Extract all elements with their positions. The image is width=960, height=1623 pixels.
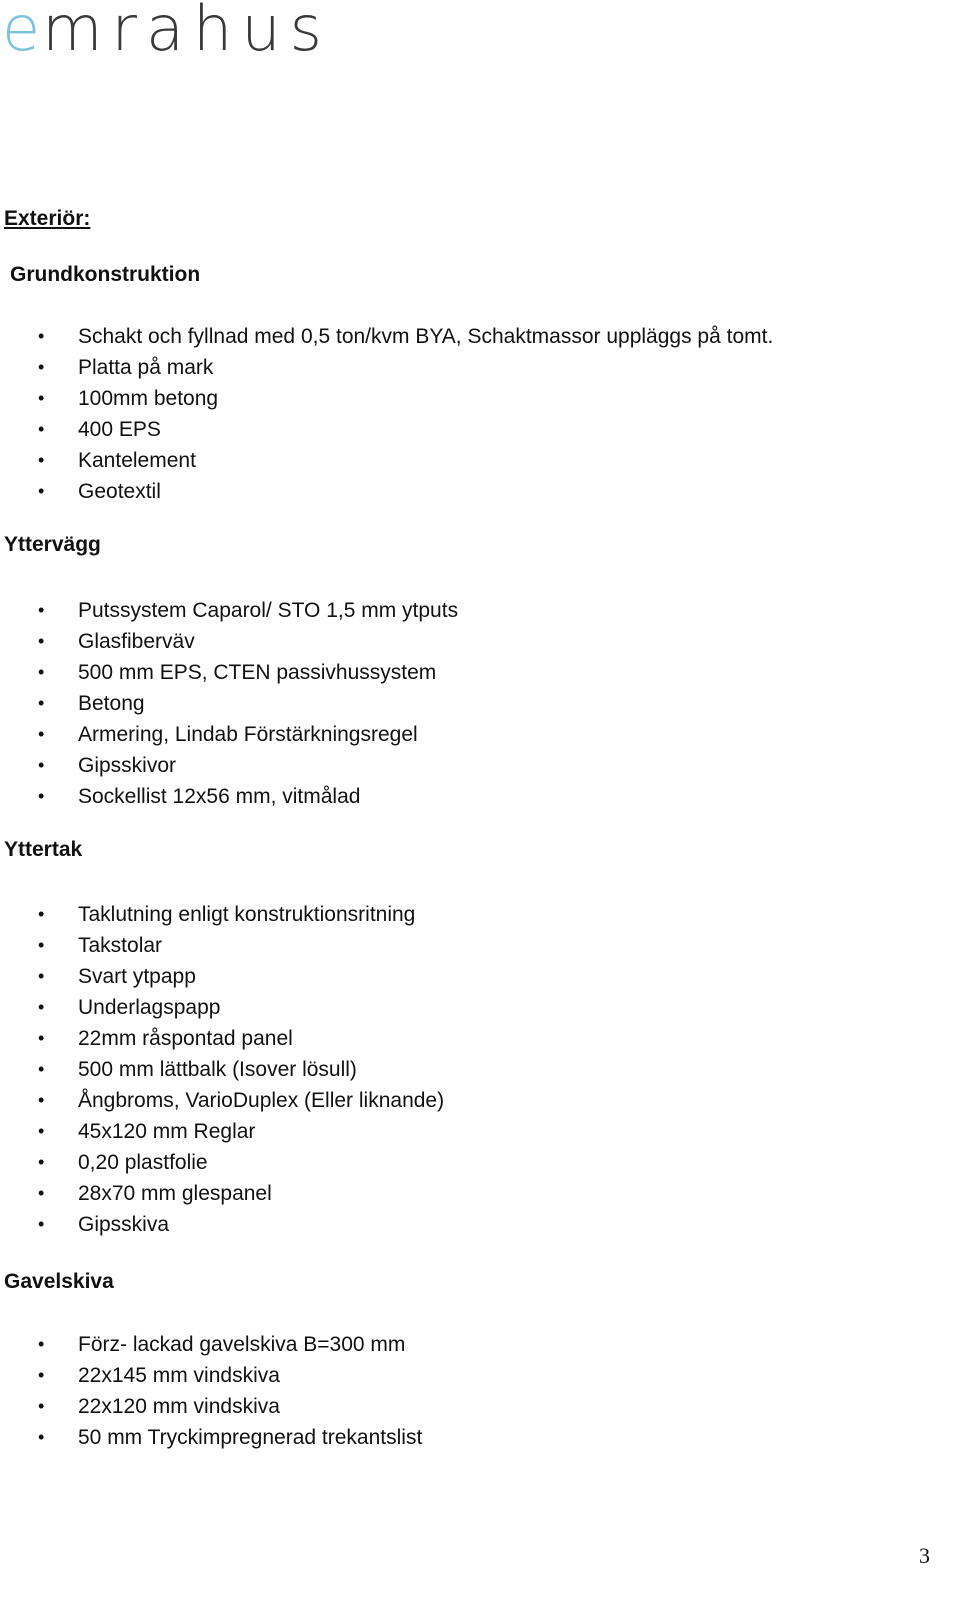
- list-item: [0, 930, 444, 961]
- list-item: [0, 1209, 444, 1240]
- list-item: [0, 414, 773, 445]
- list-item-text: Takstolar: [78, 934, 163, 957]
- list-item: [0, 1085, 444, 1116]
- list-item-text: 45x120 mm Reglar: [78, 1120, 256, 1143]
- bullet-icon: •: [38, 786, 45, 806]
- list-item-text: Förz- lackad gavelskiva B=300 mm: [78, 1333, 406, 1356]
- logo-accent-letter: e: [2, 0, 43, 65]
- bullet-icon: •: [38, 662, 45, 682]
- bullet-icon: •: [38, 935, 45, 955]
- list-item-text: Platta på mark: [78, 356, 214, 379]
- logo-wordmark: mrahus: [42, 0, 331, 65]
- bullet-icon: •: [38, 1396, 45, 1416]
- list-item: [0, 383, 773, 414]
- list-item-text: 0,20 plastfolie: [78, 1151, 208, 1174]
- list-item-text: Putssystem Caparol/ STO 1,5 mm ytputs: [78, 599, 459, 622]
- list-item-text: 100mm betong: [78, 387, 219, 410]
- list-item: [0, 1391, 422, 1422]
- bullet-icon: •: [38, 388, 45, 408]
- main-heading: Exteriör:: [4, 207, 91, 230]
- bullet-icon: •: [38, 631, 45, 651]
- bullet-icon: •: [38, 1090, 45, 1110]
- list-item: [0, 595, 458, 626]
- list-yttertak: [0, 899, 444, 1240]
- list-item: [0, 657, 458, 688]
- list-item: [0, 1360, 422, 1391]
- bullet-icon: •: [38, 1121, 45, 1141]
- list-item-text: 500 mm EPS, CTEN passivhussystem: [78, 661, 437, 684]
- list-item-text: 22mm råspontad panel: [78, 1027, 293, 1050]
- list-item: [0, 992, 444, 1023]
- section-heading-grundkonstruktion: Grundkonstruktion: [10, 263, 201, 286]
- bullet-icon: •: [38, 1059, 45, 1079]
- bullet-icon: •: [38, 600, 45, 620]
- section-heading-yttervagg: Yttervägg: [4, 533, 101, 556]
- list-item: [0, 445, 773, 476]
- list-item: [0, 781, 458, 812]
- list-item-text: Ångbroms, VarioDuplex (Eller liknande): [78, 1089, 445, 1112]
- bullet-icon: •: [38, 904, 45, 924]
- list-item-text: Svart ytpapp: [78, 965, 196, 988]
- bullet-icon: •: [38, 1183, 45, 1203]
- list-item: [0, 688, 458, 719]
- list-item-text: Kantelement: [78, 449, 196, 472]
- list-item: [0, 899, 444, 930]
- list-item-text: Taklutning enligt konstruktionsritning: [78, 903, 416, 926]
- list-item: [0, 1147, 444, 1178]
- bullet-icon: •: [38, 419, 45, 439]
- list-item-text: Underlagspapp: [78, 996, 221, 1019]
- list-item: [0, 1422, 422, 1453]
- bullet-icon: •: [38, 1214, 45, 1234]
- bullet-icon: •: [38, 481, 45, 501]
- list-item: [0, 719, 458, 750]
- list-item-text: Gipsskivor: [78, 754, 177, 777]
- list-item: [0, 1023, 444, 1054]
- list-item: [0, 1178, 444, 1209]
- bullet-icon: •: [38, 693, 45, 713]
- list-item-text: 28x70 mm glespanel: [78, 1182, 272, 1205]
- bullet-icon: •: [38, 450, 45, 470]
- bullet-icon: •: [38, 755, 45, 775]
- list-item-text: Betong: [78, 692, 145, 715]
- bullet-icon: •: [38, 1334, 45, 1354]
- bullet-icon: •: [38, 997, 45, 1017]
- list-item-text: 500 mm lättbalk (Isover lösull): [78, 1058, 357, 1081]
- list-item: [0, 961, 444, 992]
- list-item-text: Geotextil: [78, 480, 161, 503]
- list-item-text: 22x120 mm vindskiva: [78, 1395, 280, 1418]
- list-item-text: 400 EPS: [78, 418, 161, 441]
- list-item: [0, 321, 773, 352]
- list-item-text: 22x145 mm vindskiva: [78, 1364, 280, 1387]
- list-item-text: Glasfiberväv: [78, 630, 195, 653]
- bullet-icon: •: [38, 966, 45, 986]
- section-heading-gavelskiva: Gavelskiva: [4, 1270, 114, 1293]
- list-item-text: 50 mm Tryckimpregnerad trekantslist: [78, 1426, 423, 1449]
- list-grundkonstruktion: [0, 321, 773, 507]
- bullet-icon: •: [38, 1427, 45, 1447]
- bullet-icon: •: [38, 1152, 45, 1172]
- section-heading-yttertak: Yttertak: [4, 838, 83, 861]
- bullet-icon: •: [38, 1028, 45, 1048]
- page-number: 3: [919, 1543, 930, 1568]
- list-gavelskiva: [0, 1329, 422, 1453]
- list-item: [0, 626, 458, 657]
- list-item-text: Armering, Lindab Förstärkningsregel: [78, 723, 418, 746]
- bullet-icon: •: [38, 357, 45, 377]
- list-item: [0, 352, 773, 383]
- bullet-icon: •: [38, 326, 45, 346]
- list-item-text: Gipsskiva: [78, 1213, 170, 1236]
- bullet-icon: •: [38, 724, 45, 744]
- bullet-icon: •: [38, 1365, 45, 1385]
- list-item: [0, 1329, 422, 1360]
- list-item: [0, 750, 458, 781]
- list-item-text: Sockellist 12x56 mm, vitmålad: [78, 785, 361, 808]
- list-item: [0, 476, 773, 507]
- list-item: [0, 1054, 444, 1085]
- list-yttervagg: [0, 595, 458, 812]
- list-item-text: Schakt och fyllnad med 0,5 ton/kvm BYA, Schaktmassor uppläggs på tomt.: [78, 325, 774, 348]
- list-item: [0, 1116, 444, 1147]
- company-logo: [2, 0, 331, 65]
